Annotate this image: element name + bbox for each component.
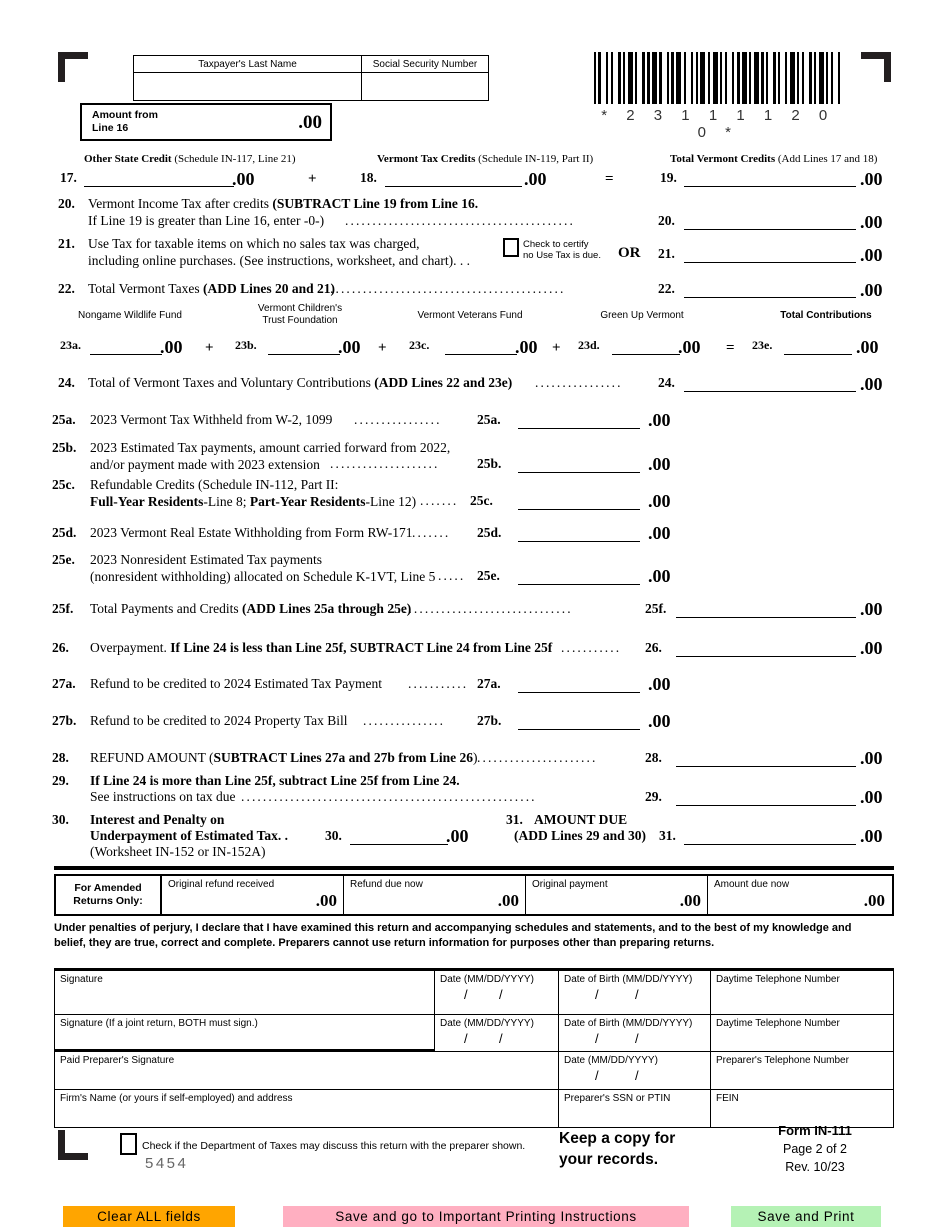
line-25f-decimals: .00 — [860, 599, 883, 619]
line-27b-input[interactable] — [518, 712, 640, 730]
amended-returns-title: For Amended Returns Only: — [56, 876, 162, 914]
signature-date-primary[interactable]: Date (MM/DD/YYYY) / / — [434, 971, 558, 1015]
line-25d-ref: 25d. — [477, 525, 502, 540]
line-21-input[interactable] — [684, 245, 856, 263]
line18-column-header: Vermont Tax Credits (Schedule IN-119, Part II) — [377, 153, 594, 165]
line-24-decimals: .00 — [860, 374, 883, 394]
line-31-text-2: (ADD Lines 29 and 30) — [514, 828, 647, 843]
registration-mark-bottom-left — [58, 1130, 88, 1160]
line-21-decimals: .00 — [860, 245, 883, 265]
line-27a-input[interactable] — [518, 675, 640, 693]
line-31-ref: 31. — [659, 828, 676, 843]
no-use-tax-checkbox[interactable] — [503, 238, 519, 257]
amended-cell-label-0: Original refund received — [168, 879, 275, 890]
line-30-text-2: Underpayment of Estimated Tax. . — [90, 828, 289, 843]
line-27a-decimals: .00 — [648, 674, 671, 694]
line-27b-number: 27b. — [52, 713, 77, 728]
line-26-leader-dots: ........... — [561, 640, 622, 655]
no-use-tax-label: Check to certify no Use Tax is due. — [523, 239, 601, 261]
form-page-label: Page 2 of 2 — [783, 1142, 847, 1156]
line-25c-number: 25c. — [52, 477, 75, 492]
fund-decimals-23b: .00 — [338, 337, 361, 357]
fund-operator-0: + — [205, 340, 214, 356]
line-27a-number: 27a. — [52, 676, 76, 691]
line-31-number: 31. — [506, 812, 523, 827]
line-25a-ref: 25a. — [477, 412, 501, 427]
registration-mark-top-right — [861, 52, 891, 82]
line-31-input[interactable] — [684, 827, 856, 845]
line-26-text: Overpayment. If Line 24 is less than Line 25f, SUBTRACT Line 24 from Line 25f — [90, 640, 553, 655]
line-18-decimals: .00 — [524, 169, 547, 189]
preparer-ptin-cell[interactable]: Preparer's SSN or PTIN — [558, 1090, 710, 1128]
firm-name-cell[interactable]: Firm's Name (or yours if self-employed) and address — [54, 1090, 558, 1128]
line-30-text-1: Interest and Penalty on — [90, 812, 225, 827]
line-25d-leader-dots: ....... — [412, 525, 451, 540]
fund-ref-23c: 23c. — [409, 338, 430, 352]
fund-label-23d: Green Up Vermont — [600, 310, 684, 321]
line-25c-text: Refundable Credits (Schedule IN-112, Part II: Full-Year Residents-Line 8; Part-Year Residents-Line 12) — [90, 477, 417, 509]
signature-row-spouse — [54, 1015, 894, 1052]
line-25e-leader-dots: ..... — [438, 568, 466, 583]
line-24-ref: 24. — [658, 375, 675, 390]
line-26-input[interactable] — [676, 639, 856, 657]
line-25e-input[interactable] — [518, 567, 640, 585]
line-27a-leader-dots: ........... — [408, 676, 469, 691]
line-25b-number: 25b. — [52, 440, 77, 455]
line-20-decimals: .00 — [860, 212, 883, 232]
line-25e-ref: 25e. — [477, 568, 500, 583]
signature-dob-spouse[interactable]: Date of Birth (MM/DD/YYYY) / / — [558, 1015, 710, 1052]
fund-input-23c[interactable] — [445, 337, 517, 355]
line-18-input[interactable] — [385, 169, 522, 187]
line-30-ref: 30. — [325, 828, 342, 843]
line-25a-text: 2023 Vermont Tax Withheld from W-2, 1099 — [90, 412, 333, 427]
fund-ref-23d: 23d. — [578, 338, 600, 352]
line-28-input[interactable] — [676, 749, 856, 767]
signature-table — [54, 968, 894, 1128]
line-24-number: 24. — [58, 375, 75, 390]
amended-cell-decimals-2: .00 — [679, 891, 701, 910]
clear-all-fields-button[interactable]: Clear ALL fields — [63, 1206, 235, 1227]
line17-column-header: Other State Credit (Schedule IN-117, Line 21) — [84, 153, 296, 165]
line-25b-ref: 25b. — [477, 456, 502, 471]
line-22-input[interactable] — [684, 280, 856, 298]
fund-operator-3: = — [726, 340, 735, 356]
line-25f-input[interactable] — [676, 600, 856, 618]
fund-ref-23a: 23a. — [60, 338, 81, 352]
preparer-date-cell[interactable]: Date (MM/DD/YYYY) / / — [558, 1052, 710, 1090]
signature-dob-primary[interactable]: Date of Birth (MM/DD/YYYY) / / — [558, 971, 710, 1015]
line-22-ref: 22. — [658, 281, 675, 296]
amended-cell-decimals-0: .00 — [315, 891, 337, 910]
taxpayer-header-table — [133, 55, 489, 101]
line-21-text: Use Tax for taxable items on which no sales tax was charged, including online purchases. (See instructions, worksheet, and chart). . . — [88, 236, 471, 268]
save-and-print-button[interactable]: Save and Print — [731, 1206, 881, 1227]
form-barcode — [592, 52, 844, 141]
line-19-input[interactable] — [684, 169, 856, 187]
form-footer-code: 5454 — [145, 1155, 189, 1172]
amended-cell-3[interactable] — [708, 876, 891, 914]
fund-ref-23b: 23b. — [235, 338, 257, 352]
line-25d-number: 25d. — [52, 525, 77, 540]
line-24-text: Total of Vermont Taxes and Voluntary Contributions (ADD Lines 22 and 23e) — [88, 375, 513, 390]
amount-from-decimals: .00 — [298, 112, 322, 133]
line-25a-number: 25a. — [52, 412, 76, 427]
signature-phone-primary[interactable]: Daytime Telephone Number — [710, 971, 894, 1015]
amount-from-label: Amount from Line 16 — [92, 109, 158, 134]
line-24-leader-dots: ................ — [535, 375, 623, 390]
line-25a-input[interactable] — [518, 411, 640, 429]
line-26-number: 26. — [52, 640, 69, 655]
line-25f-number: 25f. — [52, 601, 74, 616]
line-26-decimals: .00 — [860, 638, 883, 658]
fund-decimals-23c: .00 — [515, 337, 538, 357]
fund-input-23d[interactable] — [612, 337, 680, 355]
fund-decimals-23d: .00 — [678, 337, 701, 357]
registration-mark-top-left — [58, 52, 88, 82]
ssn-input[interactable] — [362, 73, 488, 100]
last-name-label: Taxpayer's Last Name — [198, 59, 297, 70]
amended-cell-label-1: Refund due now — [350, 879, 423, 890]
line-27b-decimals: .00 — [648, 711, 671, 731]
line-18-number: 18. — [360, 170, 377, 185]
amended-returns-table — [54, 874, 894, 916]
line-27b-ref: 27b. — [477, 713, 502, 728]
line-25b-leader-dots: .................... — [330, 456, 440, 471]
amended-cell-0[interactable] — [162, 876, 344, 914]
signature-row-primary — [54, 971, 894, 1015]
line-30-text-3: (Worksheet IN-152 or IN-152A) — [90, 844, 266, 859]
line-22-decimals: .00 — [860, 280, 883, 300]
line-25c-input[interactable] — [518, 492, 640, 510]
section-divider — [54, 866, 894, 870]
line-21-number: 21. — [58, 236, 75, 251]
fund-ref-23e: 23e. — [752, 338, 773, 352]
form-identification — [724, 1122, 906, 1176]
line-29-text-bold: If Line 24 is more than Line 25f, subtract Line 25f from Line 24. — [90, 773, 460, 788]
last-name-input[interactable] — [134, 73, 362, 100]
amount-from-line16-box[interactable] — [80, 103, 332, 141]
line-25b-decimals: .00 — [648, 454, 671, 474]
line-20-input[interactable] — [684, 212, 856, 230]
line-25f-ref: 25f. — [645, 601, 667, 616]
fund-label-23a: Nongame Wildlife Fund — [78, 310, 182, 321]
line-20-text: Vermont Income Tax after credits (SUBTRACT Line 19 from Line 16. If Line 19 is greater than Line 16, enter -0-) — [88, 196, 479, 228]
line-22-text: Total Vermont Taxes (ADD Lines 20 and 21) — [88, 281, 335, 296]
line-25a-decimals: .00 — [648, 410, 671, 430]
line-31-decimals: .00 — [860, 826, 883, 846]
ssn-label: Social Security Number — [372, 59, 478, 70]
line-25e-decimals: .00 — [648, 566, 671, 586]
form-revision-label: Rev. 10/23 — [785, 1160, 845, 1174]
amended-cell-2[interactable] — [526, 876, 708, 914]
line-25c-ref: 25c. — [470, 493, 493, 508]
amended-cell-1[interactable] — [344, 876, 526, 914]
line-21-or-operator: OR — [618, 245, 641, 261]
line-28-ref: 28. — [645, 750, 662, 765]
fund-decimals-23a: .00 — [160, 337, 183, 357]
line-19-number: 19. — [660, 170, 677, 185]
fund-input-23b[interactable] — [268, 337, 340, 355]
line-28-leader-dots: ...................... — [477, 750, 598, 765]
fund-label-23c: Vermont Veterans Fund — [417, 310, 523, 321]
line-30-number: 30. — [52, 812, 69, 827]
line-28-number: 28. — [52, 750, 69, 765]
amended-cell-label-3: Amount due now — [714, 879, 790, 890]
line-25f-text: Total Payments and Credits (ADD Lines 25a through 25e) — [90, 601, 412, 616]
preparer-phone-cell[interactable]: Preparer's Telephone Number — [710, 1052, 894, 1090]
keep-copy-notice: Keep a copy for your records. — [559, 1130, 676, 1168]
amended-cell-label-2: Original payment — [532, 879, 608, 890]
signature-cell-spouse[interactable]: Signature (If a joint return, BOTH must sign.) — [54, 1015, 434, 1052]
line-26-ref: 26. — [645, 640, 662, 655]
signature-date-spouse[interactable]: Date (MM/DD/YYYY) / / — [434, 1015, 558, 1052]
line-17-input[interactable] — [84, 169, 234, 187]
preparer-fein-cell[interactable]: FEIN — [710, 1090, 894, 1128]
line-27a-text: Refund to be credited to 2024 Estimated Tax Payment — [90, 676, 382, 691]
line-29-number: 29. — [52, 773, 69, 788]
line-25d-input[interactable] — [518, 524, 640, 542]
discuss-with-preparer-checkbox[interactable] — [120, 1133, 137, 1155]
line-25e-text: 2023 Nonresident Estimated Tax payments (nonresident withholding) allocated on Schedule K-1VT, Line 5 — [90, 552, 436, 584]
line-29-decimals: .00 — [860, 787, 883, 807]
line-20-number: 20. — [58, 196, 75, 211]
line-17-plus-operator: + — [308, 171, 317, 187]
line-29-leader-dots: ...................................................... — [241, 789, 537, 804]
line-22-leader-dots: ........................................... — [330, 281, 566, 296]
barcode-text: * 2 3 1 1 1 1 2 0 0 * — [601, 107, 835, 141]
amended-cell-decimals-3: .00 — [863, 891, 885, 910]
line-31-text-1: AMOUNT DUE — [534, 812, 628, 827]
line-24-input[interactable] — [684, 374, 856, 392]
line-17-number: 17. — [60, 170, 77, 185]
amended-cell-decimals-1: .00 — [497, 891, 519, 910]
line-20-ref: 20. — [658, 213, 675, 228]
fund-operator-2: + — [552, 340, 561, 356]
line-25b-input[interactable] — [518, 455, 640, 473]
line-25a-leader-dots: ................ — [354, 412, 442, 427]
line-25f-leader-dots: ................................. — [392, 601, 573, 616]
signature-row-preparer — [54, 1052, 894, 1090]
line-25c-leader-dots: ....... — [420, 493, 459, 508]
fund-input-23a[interactable] — [90, 337, 162, 355]
line-28-decimals: .00 — [860, 748, 883, 768]
line-30-decimals: .00 — [446, 826, 469, 846]
perjury-statement: Under penalties of perjury, I declare that I have examined this return and accompanying schedules and statements, and to the best of my knowledge and belief, they are true, correct and complete. Preparers cannot use return information for purposes other than preparing returns. — [54, 922, 852, 949]
line-25e-number: 25e. — [52, 552, 75, 567]
line-25d-decimals: .00 — [648, 523, 671, 543]
line-29-ref: 29. — [645, 789, 662, 804]
signature-phone-spouse[interactable]: Daytime Telephone Number — [710, 1015, 894, 1052]
line-22-number: 22. — [58, 281, 75, 296]
line-29-input[interactable] — [676, 788, 856, 806]
line-27a-ref: 27a. — [477, 676, 501, 691]
preparer-signature-cell[interactable]: Paid Preparer's Signature — [54, 1052, 558, 1090]
discuss-with-preparer-label: Check if the Department of Taxes may discuss this return with the preparer shown. — [142, 1140, 526, 1152]
line-25d-text: 2023 Vermont Real Estate Withholding from Form RW-171 — [90, 525, 413, 540]
line-19-decimals: .00 — [860, 169, 883, 189]
fund-label-23b: Vermont Children's Trust Foundation — [257, 303, 343, 326]
fund-input-23e[interactable] — [784, 337, 852, 355]
fund-label-23e: Total Contributions — [780, 310, 872, 321]
line-25c-decimals: .00 — [648, 491, 671, 511]
line-18-equals-operator: = — [605, 171, 614, 187]
save-printing-instructions-button[interactable]: Save and go to Important Printing Instructions — [283, 1206, 689, 1227]
line19-column-header: Total Vermont Credits (Add Lines 17 and 18) — [670, 153, 878, 165]
line-25b-text: 2023 Estimated Tax payments, amount carried forward from 2022, and/or payment made with 2023 extension — [90, 440, 451, 472]
line-28-text: REFUND AMOUNT (SUBTRACT Lines 27a and 27b from Line 26) — [90, 750, 478, 765]
line-29-text-2: See instructions on tax due — [90, 789, 236, 804]
line-30-input[interactable] — [350, 827, 448, 845]
line-27b-leader-dots: ............... — [363, 713, 446, 728]
fund-decimals-23e: .00 — [856, 337, 879, 357]
fund-operator-1: + — [378, 340, 387, 356]
line-17-decimals: .00 — [232, 169, 255, 189]
line-27b-text: Refund to be credited to 2024 Property Tax Bill — [90, 713, 348, 728]
line-21-ref: 21. — [658, 246, 675, 261]
form-id-label: Form IN-111 — [778, 1123, 852, 1138]
line-20-leader-dots: .......................................... — [345, 213, 575, 228]
signature-cell-primary[interactable]: Signature — [54, 971, 434, 1015]
